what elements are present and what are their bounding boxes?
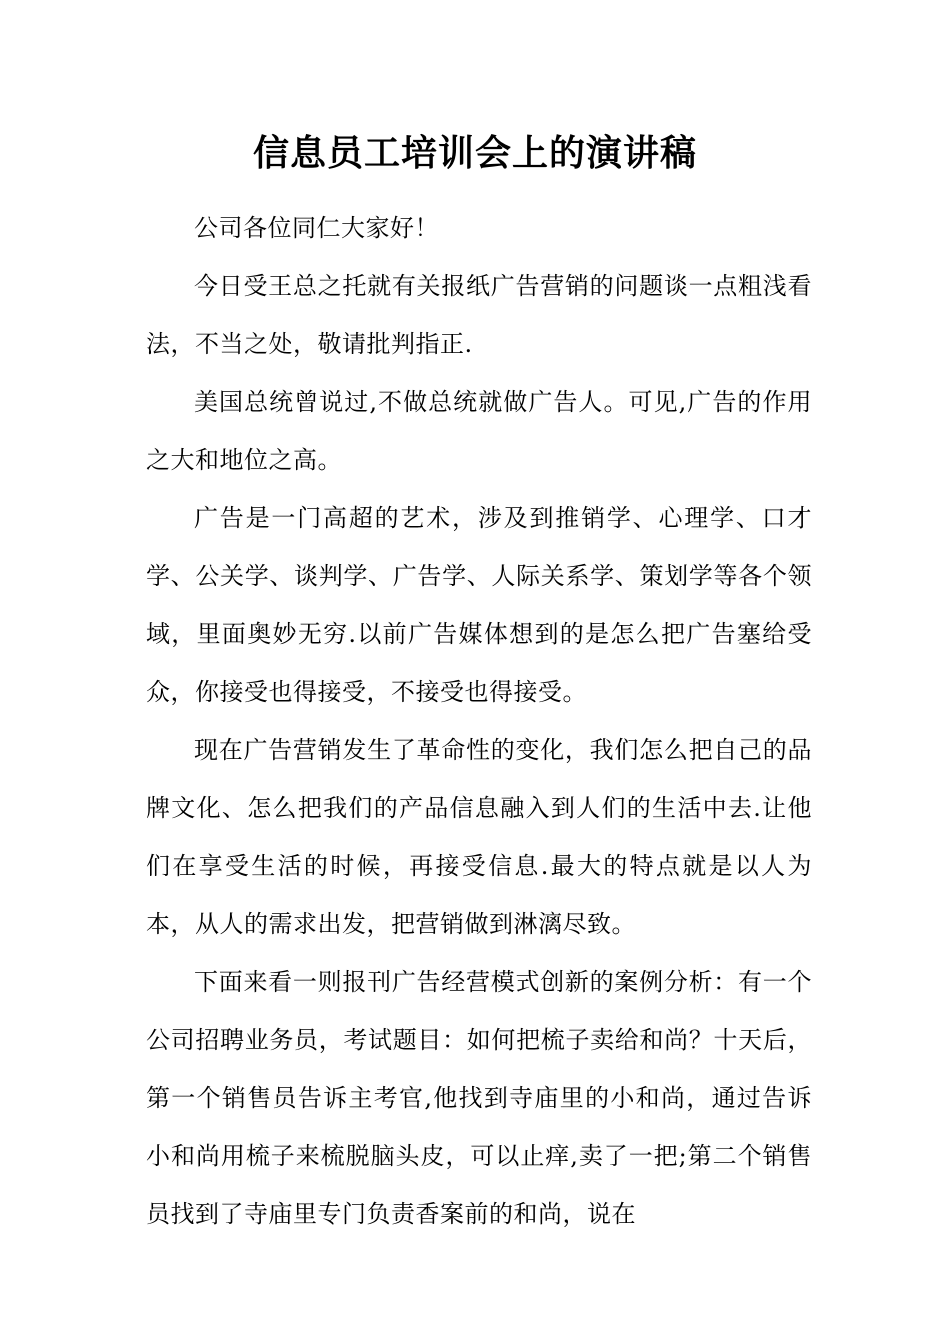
- paragraph-greeting: 公司各位同仁大家好！: [194, 214, 439, 242]
- document-body: [146, 199, 812, 1243]
- paragraph-marketing-change: 现在广告营销发生了革命性的变化，我们怎么把自己的品牌文化、怎么把我们的产品信息融入到人们的生活中去.让他们在享受生活的时候，再接受信息.最大的特点就是以人为本，从人的需求出发，把营销做到淋漓尽致。: [146, 736, 812, 938]
- paragraph-case-study: 下面来看一则报刊广告经营模式创新的案例分析：有一个公司招聘业务员，考试题目：如何把梳子卖给和尚？十天后，第一个销售员告诉主考官,他找到寺庙里的小和尚，通过告诉小和尚用梳子来梳脱脑头皮，可以止痒,卖了一把;第二个销售员找到了寺庙里专门负责香案前的和尚，说在: [146, 968, 812, 1228]
- paragraph-president-quote: 美国总统曾说过,不做总统就做广告人。可见,广告的作用之大和地位之高。: [146, 388, 812, 474]
- paragraph-advertising-art: 广告是一门高超的艺术，涉及到推销学、心理学、口才学、公关学、谈判学、广告学、人际关系学、策划学等各个领域，里面奥妙无穷.以前广告媒体想到的是怎么把广告塞给受众，你接受也得接受，不接受也得接受。: [146, 504, 812, 706]
- paragraph-intro: 今日受王总之托就有关报纸广告营销的问题谈一点粗浅看法，不当之处，敬请批判指正.: [146, 272, 812, 358]
- document-title: 信息员工培训会上的演讲稿: [252, 132, 697, 174]
